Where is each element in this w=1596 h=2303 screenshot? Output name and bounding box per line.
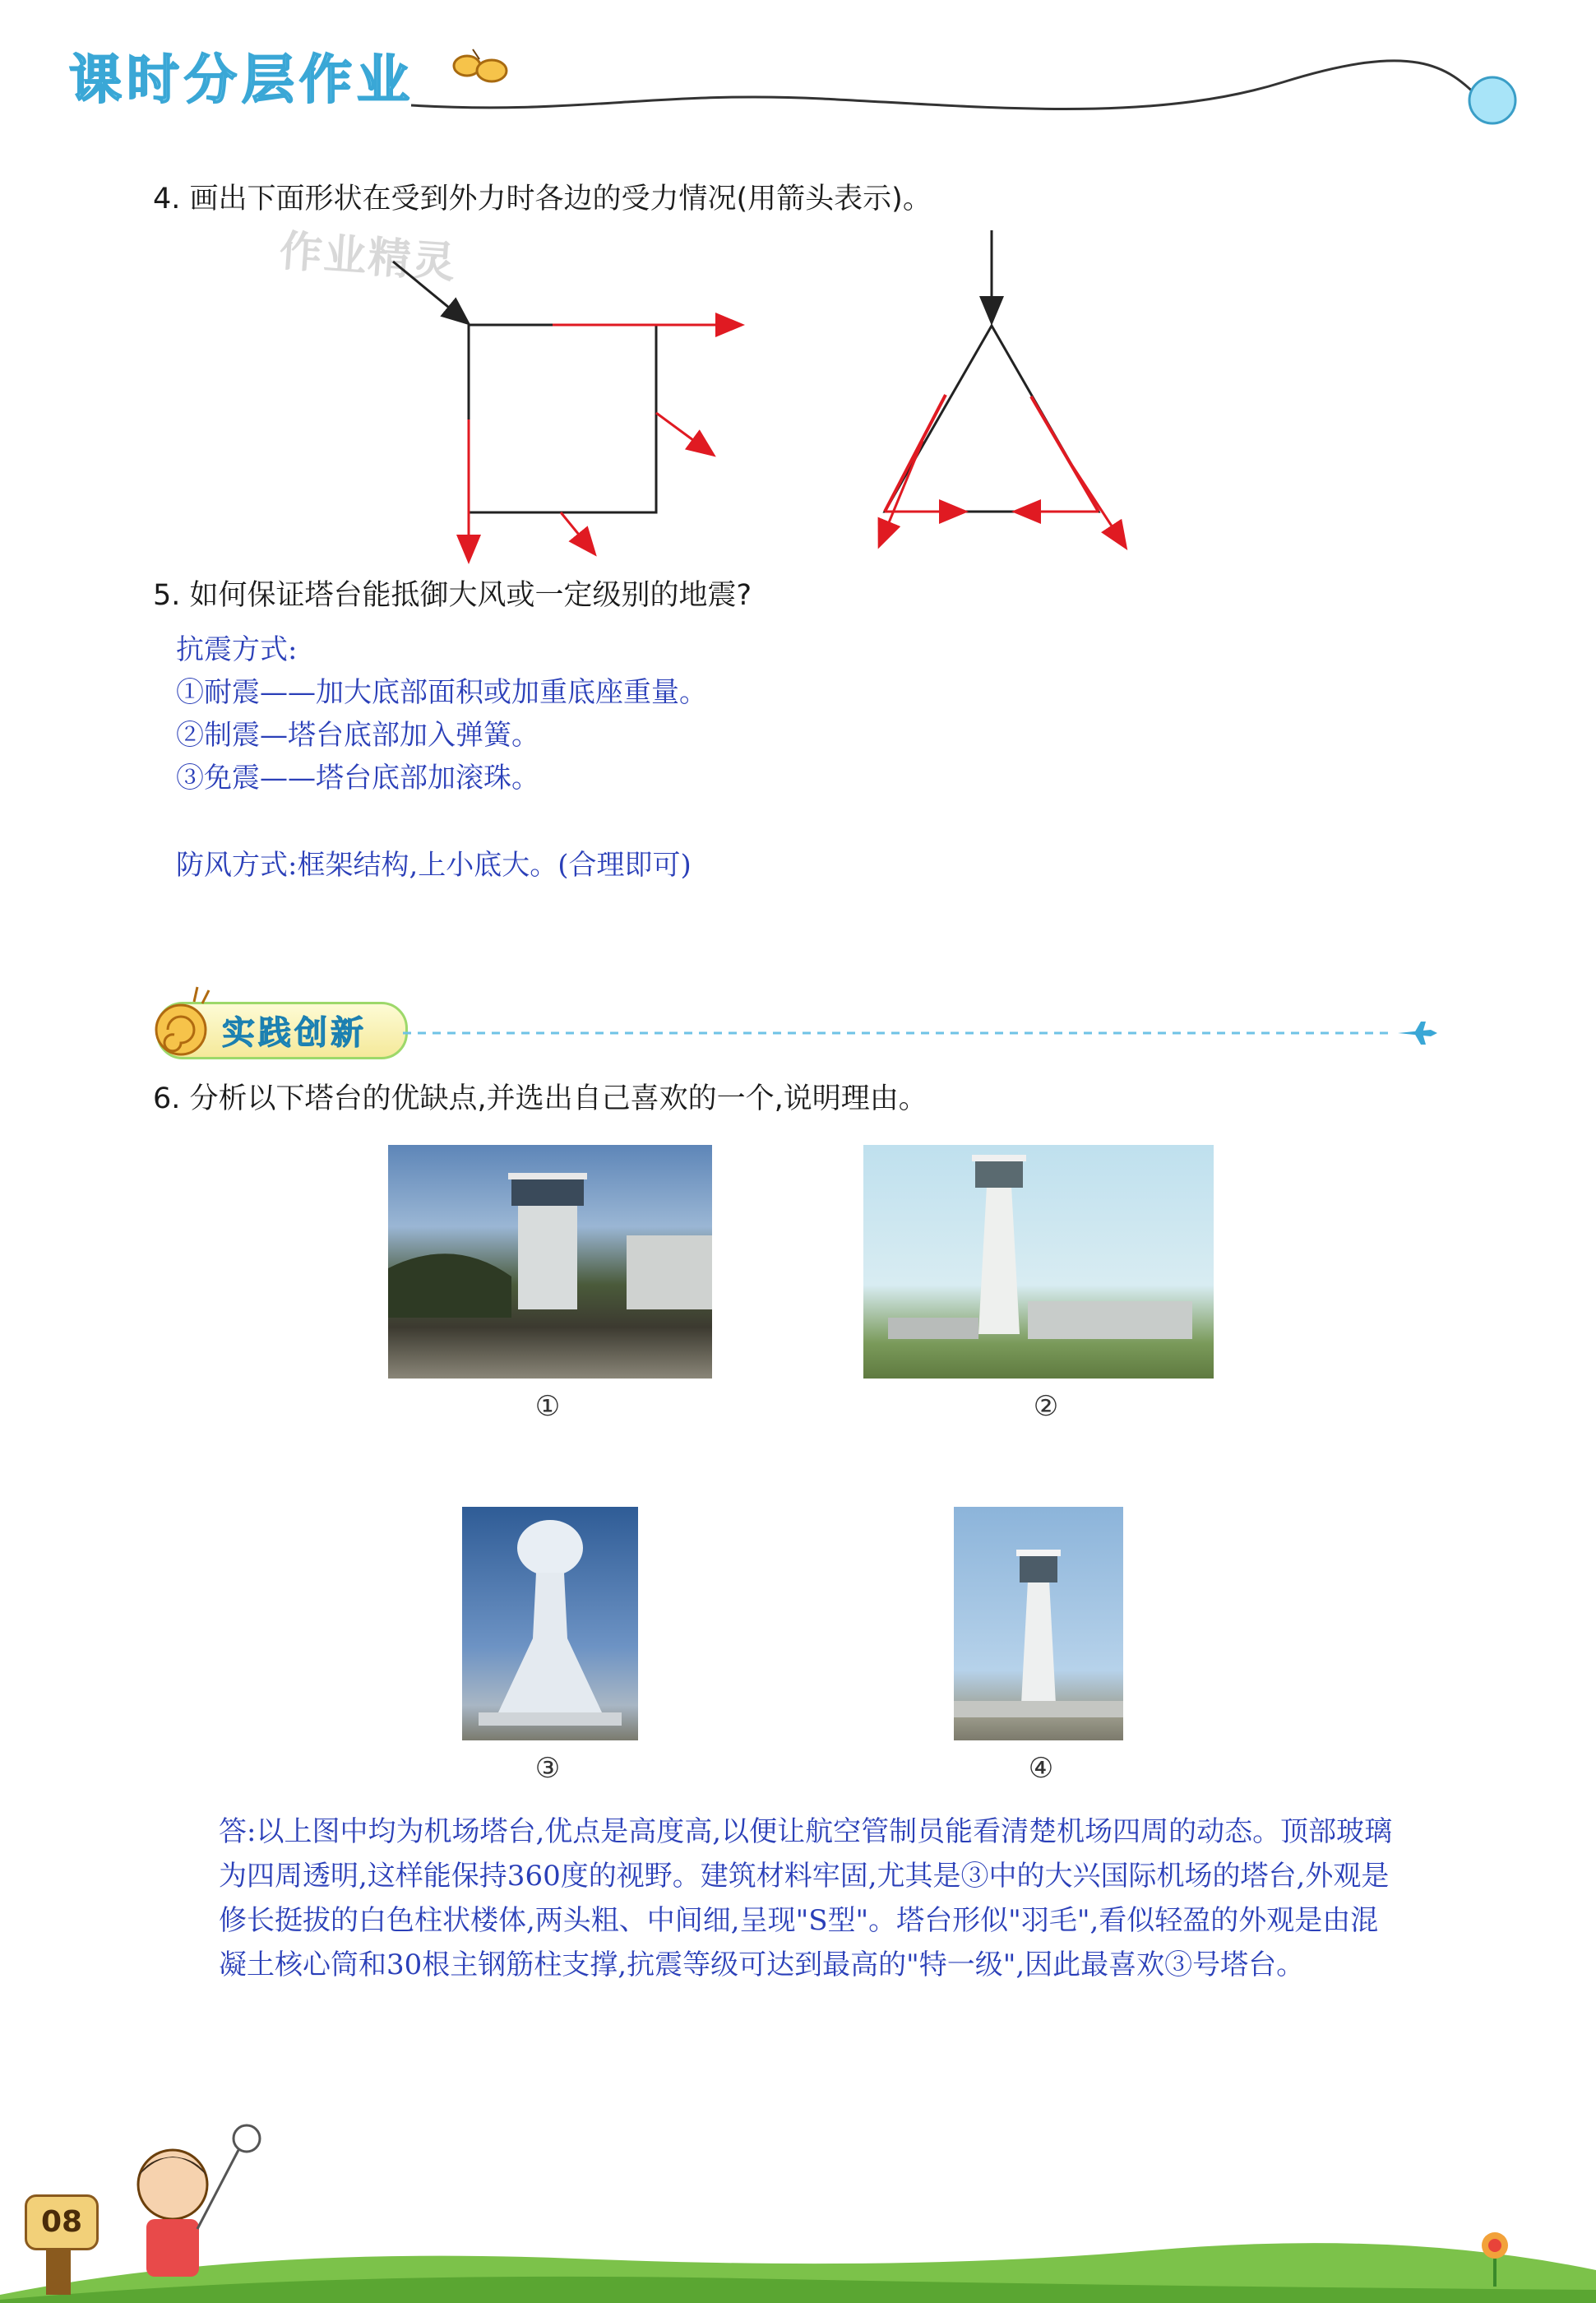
tower-photo-3 <box>462 1507 638 1740</box>
answer-5-line-1: 抗震方式: <box>176 633 298 666</box>
airplane-icon <box>1398 1022 1437 1045</box>
question-5: 5. 如何保证塔台能抵御大风或一定级别的地震? <box>153 579 752 612</box>
square-force-diagram <box>393 262 740 559</box>
answer-5-line-4: ③免震——塔台底部加滚珠。 <box>176 762 539 795</box>
answer-5-line-5: 防风方式:框架结构,上小底大。(合理即可) <box>176 849 692 882</box>
photo-caption-1: ① <box>534 1390 561 1423</box>
footer-scene <box>0 2106 1596 2303</box>
boy-icon <box>138 2125 260 2277</box>
answer-5-line-2: ①耐震——加大底部面积或加重底座重量。 <box>176 676 707 709</box>
section-divider <box>403 1017 1439 1050</box>
header-circle-icon <box>1469 77 1515 123</box>
photo-caption-2: ② <box>1033 1390 1059 1423</box>
section-title: 实践创新 <box>222 1014 367 1052</box>
snail-icon <box>148 984 214 1063</box>
triangle-force-diagram <box>880 230 1125 546</box>
header-decoration <box>0 0 1596 140</box>
watermark: 作业精灵 <box>277 226 459 289</box>
tower-photo-4 <box>954 1507 1123 1740</box>
page-number: 08 <box>25 2194 99 2250</box>
page-header-title: 课时分层作业 <box>69 50 414 111</box>
butterfly-icon <box>454 49 507 81</box>
force-diagrams <box>0 222 1596 568</box>
tower-photo-1 <box>388 1145 712 1379</box>
answer-5-line-3: ②制震—塔台底部加入弹簧。 <box>176 719 539 752</box>
photo-caption-4: ④ <box>1028 1752 1054 1785</box>
question-6: 6. 分析以下塔台的优缺点,并选出自己喜欢的一个,说明理由。 <box>153 1082 928 1115</box>
tower-photo-2 <box>863 1145 1214 1379</box>
photo-caption-3: ③ <box>534 1752 561 1785</box>
answer-6: 答:以上图中均为机场塔台,优点是高度高,以便让航空管制员能看清楚机场四周的动态。顶部玻璃为四周透明,这样能保持360度的视野。建筑材料牢固,尤其是③中的大兴国际机场的塔台,外观是修长挺拔的白色柱状楼体,两头粗、中间细,呈现"S型"。塔台形似"羽毛",看似轻盈的外观是由混凝土核心筒和30根主钢筋柱支撑,抗震等级可达到最高的"特一级",因此最喜欢③号塔台。 <box>219 1815 1393 1981</box>
question-4: 4. 画出下面形状在受到外力时各边的受力情况(用箭头表示)。 <box>153 183 932 215</box>
